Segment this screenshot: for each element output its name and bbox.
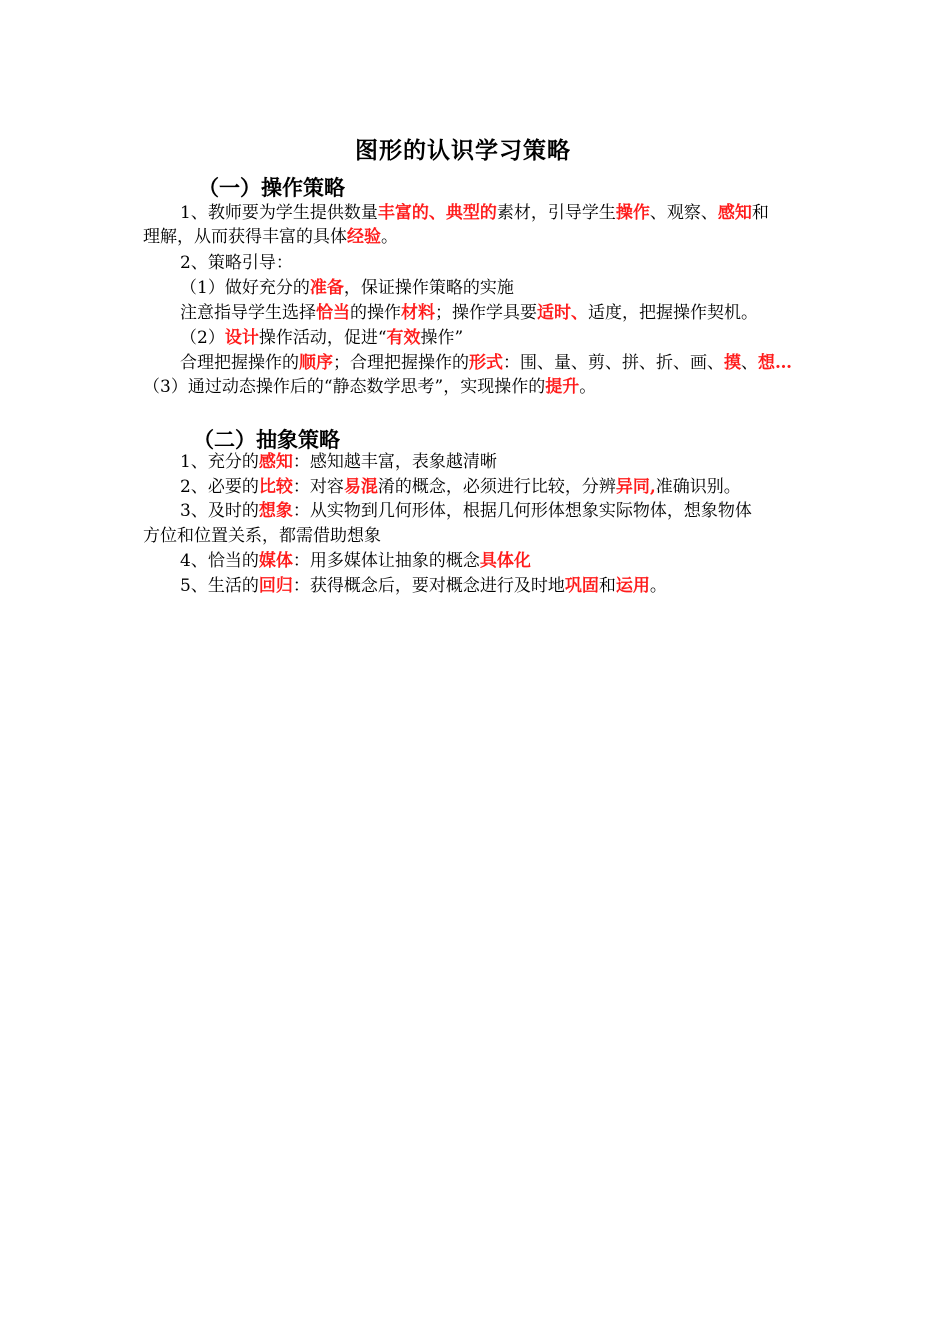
text: （1）做好充分的	[180, 278, 310, 298]
strategy-1-note	[180, 301, 758, 325]
text: 合理把握操作的	[180, 353, 299, 373]
abstraction-item-3	[180, 499, 752, 523]
text: 操作活动，促进“	[258, 328, 387, 348]
text: 、观察、	[649, 203, 718, 223]
highlight: 摸	[724, 353, 741, 373]
text: ：获得概念后，要对概念进行及时地	[292, 576, 565, 596]
highlight: 易混	[343, 477, 378, 497]
highlight: 感知	[717, 203, 752, 223]
text: 。	[381, 227, 398, 247]
text: 操作”	[420, 328, 464, 348]
text: 注意指导学生选择	[180, 303, 316, 323]
highlight: 经验	[347, 227, 381, 247]
highlight: 想…	[758, 353, 792, 373]
text: ：对容	[292, 477, 344, 497]
text: 1、教师要为学生提供数量	[180, 203, 378, 223]
highlight: 设计	[224, 328, 259, 348]
strategy-2	[180, 326, 463, 350]
highlight: 具体化	[479, 551, 531, 571]
text: ：围、量、剪、拼、折、画、	[503, 353, 724, 373]
highlight: 巩固	[564, 576, 599, 596]
text: ：从实物到几何形体，根据几何形体想象实际物体，想象物体	[292, 501, 752, 521]
highlight: 回归	[258, 576, 293, 596]
abstraction-item-1	[180, 450, 497, 474]
paragraph-1	[180, 201, 769, 225]
highlight: 形式	[469, 353, 503, 373]
strategy-3	[143, 375, 596, 399]
highlight: 提升	[545, 377, 580, 397]
paragraph-1-continued	[143, 225, 398, 249]
highlight: 典型的	[445, 203, 497, 223]
text: 4、恰当的	[180, 551, 259, 571]
text: 。	[649, 576, 667, 596]
highlight: 丰富的	[377, 203, 429, 223]
strategy-2-note	[180, 351, 792, 375]
text: 理解，从而获得丰富的具体	[143, 227, 347, 247]
text: ：用多媒体让抽象的概念	[292, 551, 480, 571]
abstraction-item-5	[180, 574, 667, 598]
abstraction-item-3-continued: 方位和位置关系，都需借助想象	[143, 526, 381, 546]
highlight: 感知	[258, 452, 293, 472]
text: 淆的概念，必须进行比较，分辨	[377, 477, 616, 497]
section-heading-abstraction: （二）抽象策略	[193, 427, 340, 452]
highlight: 异同,	[615, 477, 656, 497]
text: 、	[741, 353, 758, 373]
highlight: 适时、	[537, 303, 588, 323]
text: 适度，把握操作契机。	[588, 303, 758, 323]
text: 准确识别。	[655, 477, 741, 497]
strategy-1	[180, 276, 514, 300]
highlight: 运用	[615, 576, 650, 596]
text: ；合理把握操作的	[333, 353, 469, 373]
highlight: 材料	[401, 303, 435, 323]
text: ：感知越丰富，表象越清晰	[292, 452, 497, 472]
text: （3）通过动态操作后的“静态数学思考”，实现操作的	[143, 377, 546, 397]
text: 。	[579, 377, 597, 397]
highlight: 准备	[309, 278, 344, 298]
highlight: 想象	[258, 501, 293, 521]
text: 5、生活的	[180, 576, 259, 596]
text: 和	[598, 576, 616, 596]
text: 的操作	[350, 303, 401, 323]
text: ，保证操作策略的实施	[343, 278, 514, 298]
text: （2）	[180, 328, 225, 348]
highlight: 有效	[386, 328, 421, 348]
text: 素材，引导学生	[496, 203, 616, 223]
text: ；操作学具要	[435, 303, 537, 323]
highlight: 操作	[615, 203, 650, 223]
abstraction-item-2	[180, 475, 741, 499]
text: 3、及时的	[180, 501, 259, 521]
text: 2、必要的	[180, 477, 259, 497]
paragraph-2: 2、策略引导：	[180, 253, 293, 273]
highlight: 媒体	[258, 551, 293, 571]
page-title: 图形的认识学习策略	[355, 137, 571, 164]
text: 1、充分的	[180, 452, 259, 472]
text: 和	[751, 203, 769, 223]
section-heading-operation: （一）操作策略	[198, 175, 345, 200]
highlight: 恰当	[316, 303, 350, 323]
abstraction-item-4	[180, 549, 531, 573]
highlight: 、	[428, 203, 446, 223]
highlight: 顺序	[299, 353, 333, 373]
highlight: 比较	[258, 477, 293, 497]
